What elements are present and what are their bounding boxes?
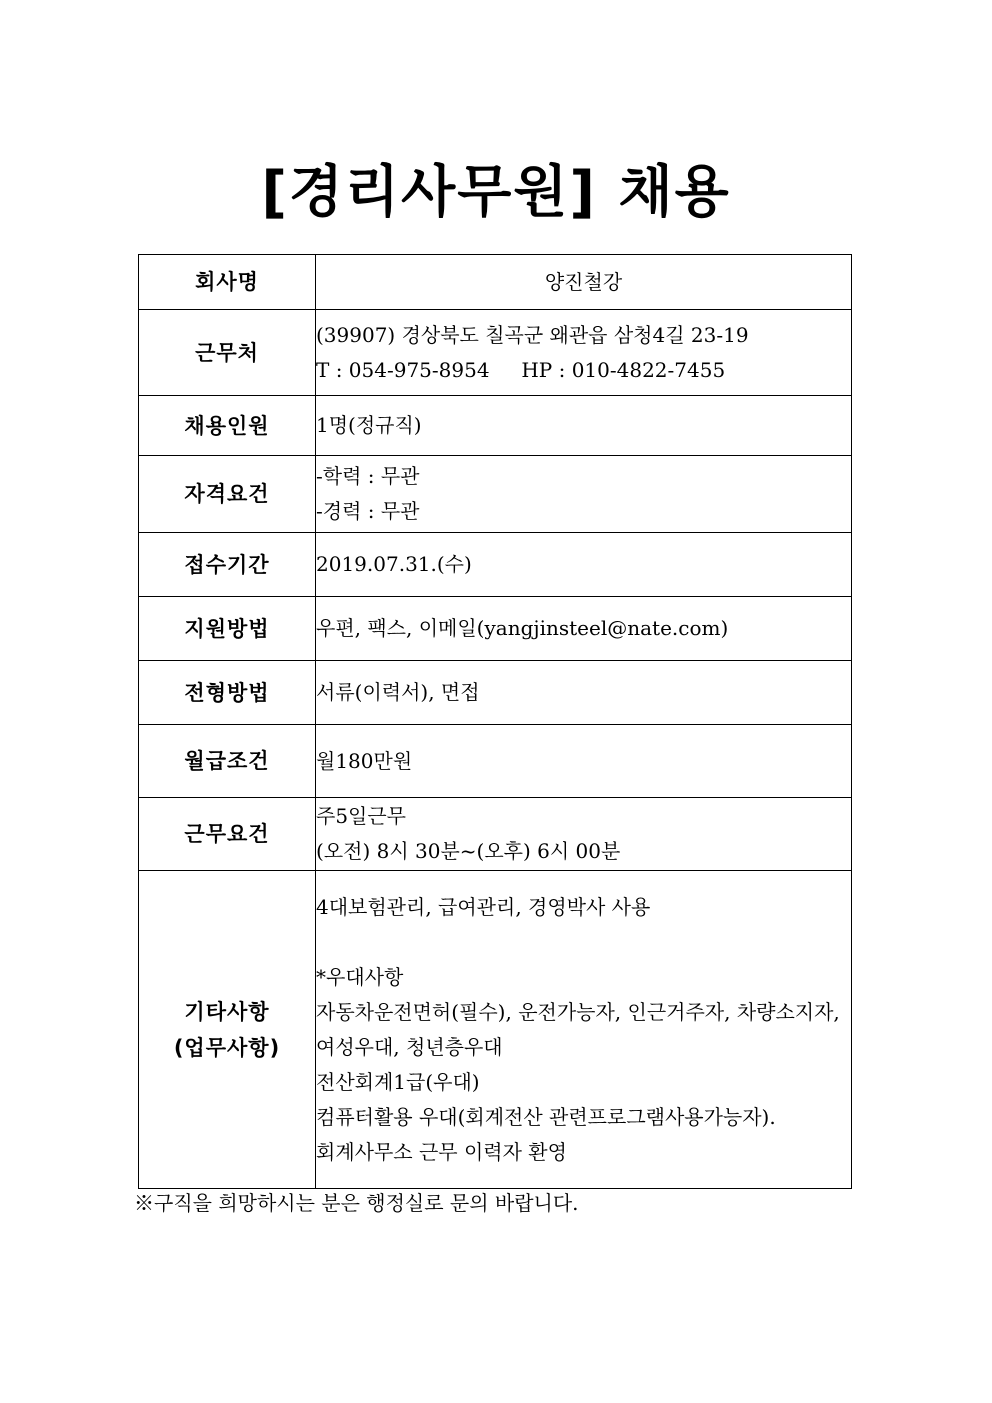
row-qualification: [139, 456, 852, 533]
label-qualification: 자격요건: [139, 456, 316, 533]
value-misc: [316, 871, 852, 1189]
label-misc-line1: 기타사항: [184, 999, 270, 1024]
label-workplace: 근무처: [139, 310, 316, 396]
label-work-conditions: 근무요건: [139, 798, 316, 871]
row-work-conditions: [139, 798, 852, 871]
row-selection: [139, 661, 852, 725]
qualification-experience: -경력 : 무관: [316, 499, 420, 523]
value-workplace: [316, 310, 852, 396]
value-work-conditions: [316, 798, 852, 871]
row-salary: [139, 725, 852, 798]
misc-preference-item: 회계사무소 근무 이력자 환영: [316, 1139, 567, 1164]
value-qualification: [316, 456, 852, 533]
job-posting-table: [138, 254, 852, 1189]
work-hours: (오전) 8시 30분~(오후) 6시 00분: [316, 839, 621, 863]
misc-preference-title: *우대사항: [316, 964, 404, 989]
misc-preference-item: 자동차운전면허(필수), 운전가능자, 인근거주자, 차량소지자, 여성우대, 청년층우대: [316, 999, 840, 1059]
row-misc: [139, 871, 852, 1189]
row-headcount: [139, 396, 852, 456]
row-company: [139, 255, 852, 310]
workplace-address: (39907) 경상북도 칠곡군 왜관읍 삼청4길 23-19: [316, 322, 749, 347]
label-misc-line2: (업무사항): [173, 1035, 281, 1060]
misc-duties: 4대보험관리, 급여관리, 경영박사 사용: [316, 894, 651, 919]
label-headcount: 채용인원: [139, 396, 316, 456]
label-selection: 전형방법: [139, 661, 316, 725]
work-days: 주5일근무: [316, 804, 407, 828]
row-deadline: [139, 533, 852, 597]
misc-preference-item: 전산회계1급(우대): [316, 1069, 480, 1094]
label-apply-method: 지원방법: [139, 597, 316, 661]
value-headcount: 1명(정규직): [316, 396, 852, 456]
label-deadline: 접수기간: [139, 533, 316, 597]
value-deadline: 2019.07.31.(수): [316, 533, 852, 597]
row-apply-method: [139, 597, 852, 661]
label-misc: [139, 871, 316, 1189]
value-company: 양진철강: [316, 255, 852, 310]
misc-spacer: [316, 925, 851, 960]
label-company: 회사명: [139, 255, 316, 310]
footnote: ※구직을 희망하시는 분은 행정실로 문의 바랍니다.: [134, 1191, 579, 1215]
row-workplace: [139, 310, 852, 396]
page-title: [경리사무원] 채용: [261, 160, 731, 225]
label-salary: 월급조건: [139, 725, 316, 798]
misc-preference-item: 컴퓨터활용 우대(회계전산 관련프로그램사용가능자).: [316, 1104, 776, 1129]
value-salary: 월180만원: [316, 725, 852, 798]
qualification-education: -학력 : 무관: [316, 464, 420, 488]
workplace-phone: T : 054-975-8954 HP : 010-4822-7455: [316, 357, 726, 382]
value-apply-method: 우편, 팩스, 이메일(yangjinsteel@nate.com): [316, 597, 852, 661]
value-selection: 서류(이력서), 면접: [316, 661, 852, 725]
